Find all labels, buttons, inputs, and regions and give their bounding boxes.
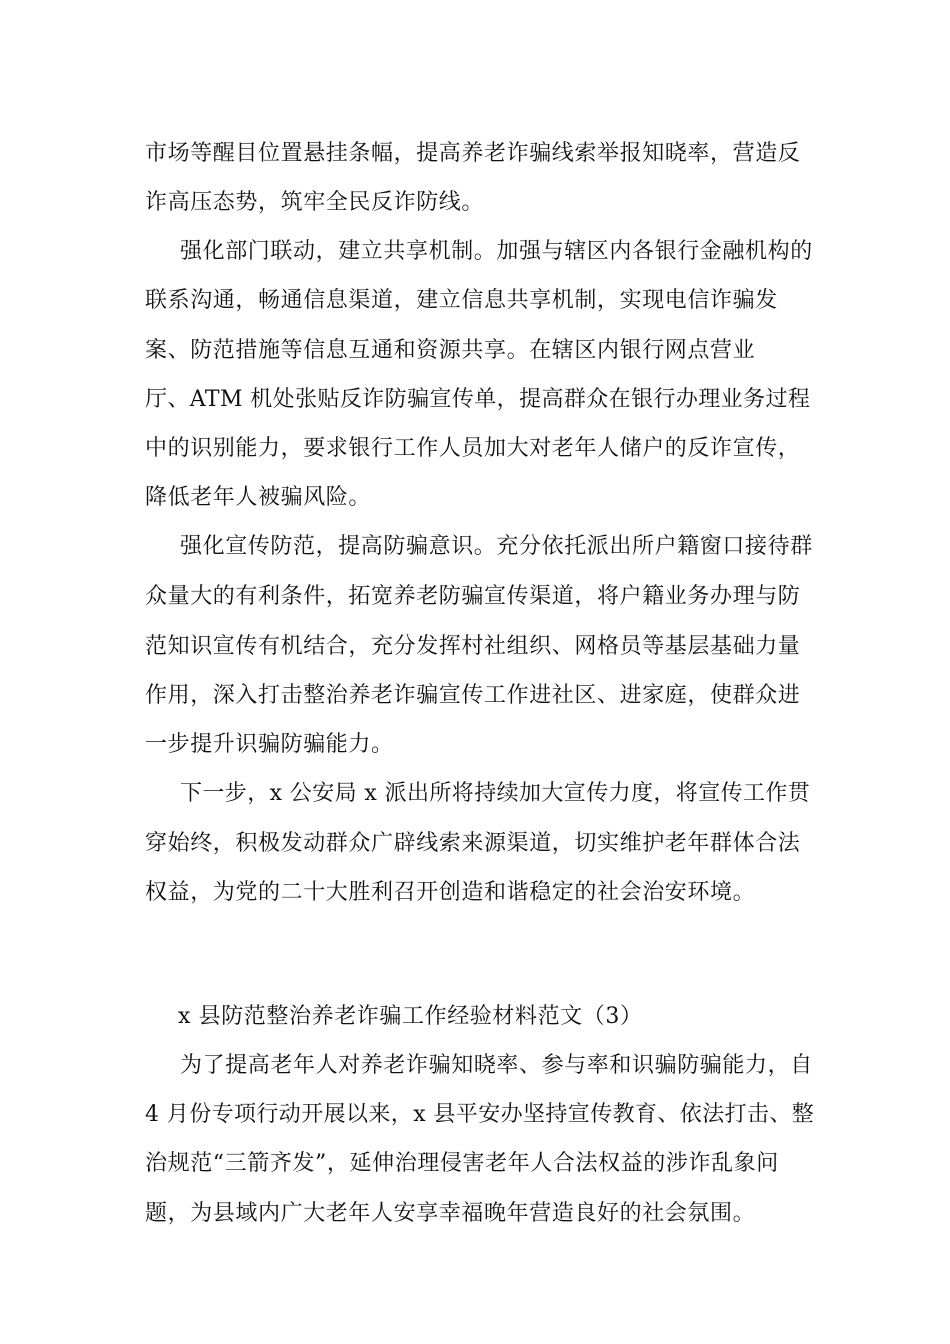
text-line-content: 案、防范措施等信息互通和资源共享。在辖区内银行网点营业 [145, 338, 756, 363]
text-line-content: 权益，为党的二十大胜利召开创造和谐稳定的社会治安环境。 [145, 880, 756, 905]
section-heading [0, 1001, 950, 1033]
text-line [0, 138, 950, 170]
text-line-content: 众量大的有利条件，拓宽养老防骗宣传渠道，将户籍业务办理与防 [145, 584, 801, 609]
text-line-content: 下一步，x 公安局 x 派出所将持续加大宣传力度，将宣传工作贯 [180, 781, 811, 806]
text-line-content: 强化宣传防范，提高防骗意识。充分依托派出所户籍窗口接待群 [180, 534, 813, 559]
text-line-content: 一步提升识骗防骗能力。 [145, 732, 394, 757]
text-line-content: 治规范“三箭齐发”，延伸治理侵害老年人合法权益的涉诈乱象问 [145, 1151, 779, 1176]
text-line [0, 384, 950, 416]
text-line-content: 中的识别能力，要求银行工作人员加大对老年人储户的反诈宣传， [145, 436, 801, 461]
text-line-content: 穿始终，积极发动群众广辟线索来源渠道，切实维护老年群体合法 [145, 831, 801, 856]
text-line [0, 729, 950, 761]
text-line [0, 1148, 950, 1180]
text-line-content: 作用，深入打击整治养老诈骗宣传工作进社区、进家庭，使群众进 [145, 683, 801, 708]
text-line [0, 433, 950, 465]
text-line [0, 581, 950, 613]
text-line [0, 631, 950, 663]
text-line [0, 482, 950, 514]
text-line [0, 187, 950, 219]
text-line [0, 1099, 950, 1131]
text-line-content: 联系沟通，畅通信息渠道，建立信息共享机制，实现电信诈骗发 [145, 288, 778, 313]
text-line-content: 厅、ATM 机处张贴反诈防骗宣传单，提高群众在银行办理业务过程 [145, 387, 811, 412]
paragraph-first-line [0, 236, 950, 268]
paragraph-first-line [0, 1050, 950, 1082]
text-line [0, 1198, 950, 1230]
text-line-content: 题，为县域内广大老年人安享幸福晚年营造良好的社会氛围。 [145, 1201, 756, 1226]
text-line [0, 828, 950, 860]
text-line-content: 降低老年人被骗风险。 [145, 485, 372, 510]
section-heading-text: x 县防范整治养老诈骗工作经验材料范文（3） [178, 1004, 643, 1029]
text-line [0, 335, 950, 367]
paragraph-first-line [0, 778, 950, 810]
text-line-content: 为了提高老年人对养老诈骗知晓率、参与率和识骗防骗能力，自 [180, 1053, 813, 1078]
text-line [0, 680, 950, 712]
text-line-content: 4 月份专项行动开展以来，x 县平安办坚持宣传教育、依法打击、整 [145, 1102, 815, 1127]
paragraph-first-line [0, 531, 950, 563]
text-line [0, 285, 950, 317]
text-line [0, 877, 950, 909]
text-line-content: 诈高压态势，筑牢全民反诈防线。 [145, 190, 485, 215]
text-line-content: 范知识宣传有机结合，充分发挥村社组织、网格员等基层基础力量 [145, 634, 801, 659]
text-line-content: 强化部门联动，建立共享机制。加强与辖区内各银行金融机构的 [180, 239, 813, 264]
text-line-content: 市场等醒目位置悬挂条幅，提高养老诈骗线索举报知晓率，营造反 [145, 141, 801, 166]
